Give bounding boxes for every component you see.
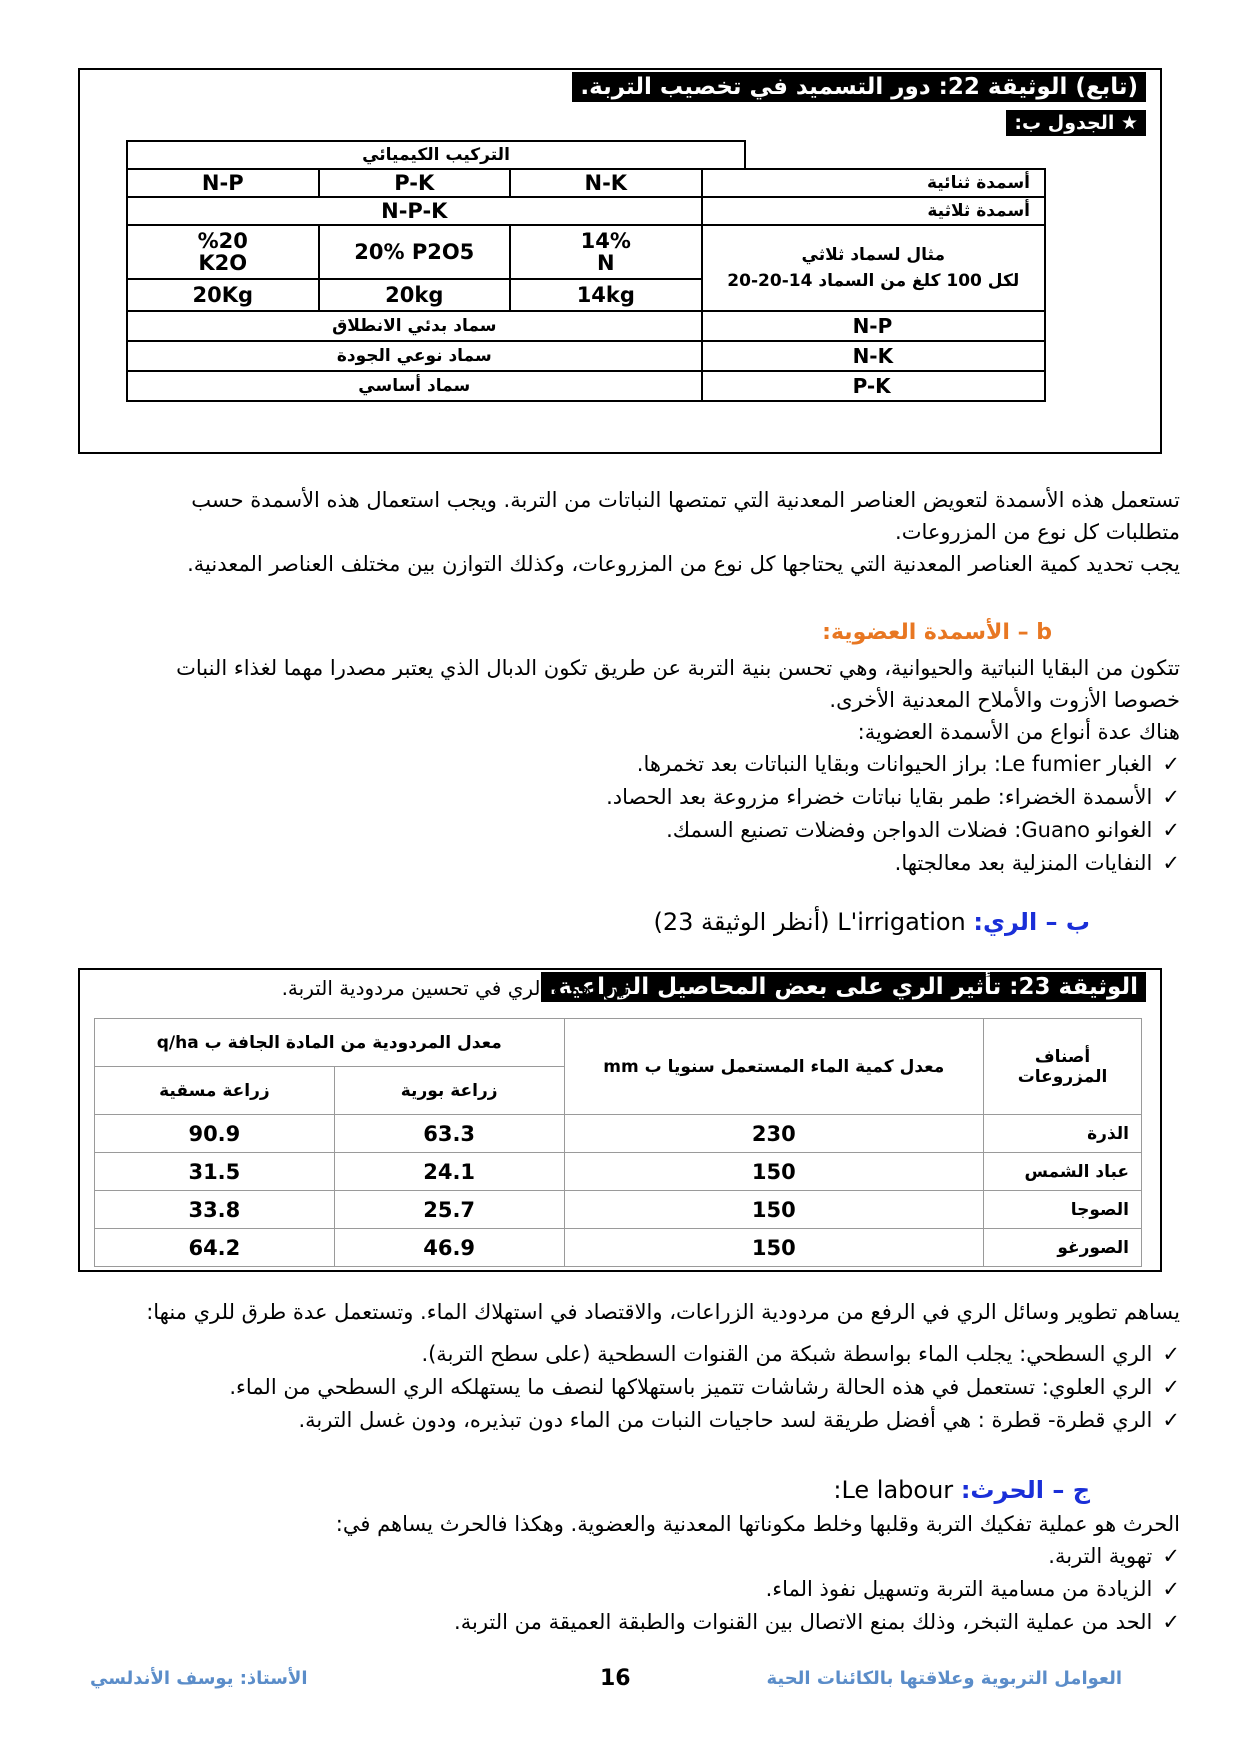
para-line: متطلبات كل نوع من المزروعات. [895,520,1180,544]
doc23-subtitle: بين أهمية الري في تحسين مردودية التربة. [281,976,630,1000]
page-number: 16 [600,1666,631,1691]
crop-cell: عباد الشمس [984,1153,1142,1191]
list-item: ✓ الزيادة من مسامية التربة وتسهيل نفوذ الماء. [60,1573,1180,1606]
list-item: ✓ الأسمدة الخضراء: طمر بقايا نباتات خضراء مزروعة بعد الحصاد. [60,781,1180,814]
table-header-row [95,1019,1142,1067]
table-row [95,1229,1142,1267]
use-value: سماد أساسي [127,371,702,401]
rain-cell: 25.7 [334,1191,564,1229]
table-row [127,341,1045,371]
irrig-cell: 64.2 [95,1229,335,1267]
list-item: ✓ الري السطحي: يجلب الماء بواسطة شبكة من القنوات السطحية (على سطح التربة). [60,1338,1180,1371]
doc22-table [126,168,1046,402]
doc22-box [78,68,1162,454]
para-line: خصوصا الأزوت والأملاح المعدنية الأخرى. [829,688,1180,712]
col-crops-header: أصناف المزروعات [984,1019,1142,1115]
doc22-title: (تابع) الوثيقة 22: دور التسميد في تخصيب التربة. [572,72,1146,102]
use-value: سماد نوعي الجودة [127,341,702,371]
water-cell: 150 [564,1191,984,1229]
table-row [127,197,1045,225]
col-water-header: معدل كمية الماء المستعمل سنويا ب mm [564,1019,984,1115]
table-row [127,371,1045,401]
row-label-example [702,225,1045,311]
doc23-table [94,1018,1142,1267]
heading-labour [833,1476,1090,1504]
cell-p2o5: 20% P2O5 [319,225,511,279]
example-line2: لكل 100 كلغ من السماد 14-20-20 [727,271,1020,291]
table-row [127,311,1045,341]
rain-cell: 46.9 [334,1229,564,1267]
col-yield-header: معدل المردودية من المادة الجافة ب q/ha [95,1019,565,1067]
rain-cell: 24.1 [334,1153,564,1191]
water-cell: 150 [564,1153,984,1191]
table-row [127,225,1045,279]
cell-nk: N-K [510,169,702,197]
list-item: ✓ الغوانو Guano: فضلات الدواجن وفضلات تصنيع السمك. [60,814,1180,847]
footer-title: العوامل التربوية وعلاقتها بالكائنات الحية [766,1668,1122,1689]
crop-cell: الصوجا [984,1191,1142,1229]
heading-organic: b – الأسمدة العضوية: [822,620,1052,645]
water-cell: 150 [564,1229,984,1267]
water-cell: 230 [564,1115,984,1153]
table-row [95,1191,1142,1229]
cell-np: N-P [127,169,319,197]
crop-cell: الصورغو [984,1229,1142,1267]
para-line: هناك عدة أنواع من الأسمدة العضوية: [857,720,1180,744]
list-item: ✓ تهوية التربة. [60,1540,1180,1573]
doc22-chem-header [126,140,746,170]
list-item: ✓ الغبار Le fumier: براز الحيوانات وبقايا النباتات بعد تخمرها. [60,748,1180,781]
cell-14kg: 14kg [510,279,702,311]
use-label: N-P [702,311,1045,341]
list-item: ✓ الحد من عملية التبخر، وذلك بمنع الاتصال بين القنوات والطبقة العميقة من التربة. [60,1606,1180,1639]
example-line1: مثال لسماد ثلاثي [801,245,946,265]
table-row [127,169,1045,197]
irrig-cell: 90.9 [95,1115,335,1153]
paragraph-fertilizer-use [60,484,1180,580]
irrig-cell: 31.5 [95,1153,335,1191]
row-label-ternary: أسمدة ثلاثية [702,197,1045,225]
cell-n: 14% N [510,225,702,279]
doc23-box [78,968,1162,1272]
col-irrig-header: زراعة مسقية [95,1067,335,1115]
heading-irrigation [653,908,1090,936]
use-label: N-K [702,341,1045,371]
rain-cell: 63.3 [334,1115,564,1153]
cell-npk: N-P-K [127,197,702,225]
section-labour [60,1508,1180,1639]
para-line: يجب تحديد كمية العناصر المعدنية التي يحتاجها كل نوع من المزروعات، وكذلك التوازن بين مختلف العناصر المعدنية. [187,552,1180,576]
organic-list [60,748,1180,880]
footer-teacher: الأستاذ: يوسف الأندلسي [90,1668,308,1689]
irrigation-list [60,1338,1180,1437]
list-item: ✓ الري قطرة- قطرة : هي أفضل طريقة لسد حاجيات النبات من الماء دون تبذيره، ودون غسل التربة. [60,1404,1180,1437]
doc22-table-label: ★ الجدول ب: [1006,110,1146,136]
para-line: يساهم تطوير وسائل الري في الرفع من مردودية الزراعات، والاقتصاد في استهلاك الماء. وتستعمل عدة طرق للري منها: [146,1300,1180,1324]
para-line: تستعمل هذه الأسمدة لتعويض العناصر المعدنية التي تمتصها النباتات من التربة. ويجب استعمال هذه الأسمدة حسب [191,488,1180,512]
table-row [95,1153,1142,1191]
cell-pk: P-K [319,169,511,197]
crop-cell: الذرة [984,1115,1142,1153]
cell-20kg-k: 20Kg [127,279,319,311]
list-item: ✓ الري العلوي: تستعمل في هذه الحالة رشاشات تتميز باستهلاكها لنصف ما يستهلكه الري السطحي من الماء. [60,1371,1180,1404]
irrig-cell: 33.8 [95,1191,335,1229]
cell-k2o: %20 K2O [127,225,319,279]
para-line: تتكون من البقايا النباتية والحيوانية، وهي تحسن بنية التربة عن طريق تكون الدبال الذي يعتبر مصدرا مهما لغذاء النبات [176,656,1180,680]
irrigation-heading-rest: L'irrigation (أنظر الوثيقة 23) [653,908,966,936]
col-rain-header: زراعة بورية [334,1067,564,1115]
labour-heading-label: ج – الحرث: [960,1476,1090,1504]
labour-heading-rest: Le labour: [833,1476,954,1504]
use-value: سماد بدئي الانطلاق [127,311,702,341]
irrigation-heading-label: ب – الري: [973,908,1090,936]
list-item: ✓ النفايات المنزلية بعد معالجتها. [60,847,1180,880]
row-label-binary: أسمدة ثنائية [702,169,1045,197]
para-line: الحرث هو عملية تفكيك التربة وقلبها وخلط مكوناتها المعدنية والعضوية. وهكذا فالحرث يساهم في: [335,1512,1180,1536]
paragraph-irrigation [60,1296,1180,1437]
labour-list [60,1540,1180,1639]
use-label: P-K [702,371,1045,401]
cell-20kg-p: 20kg [319,279,511,311]
section-organic [60,614,1180,880]
doc23-title: الوثيقة 23: تأثير الري على بعض المحاصيل الزراعية. [541,972,1146,1002]
table-row [95,1115,1142,1153]
chem-header-cell: التركيب الكيميائي [127,141,745,169]
